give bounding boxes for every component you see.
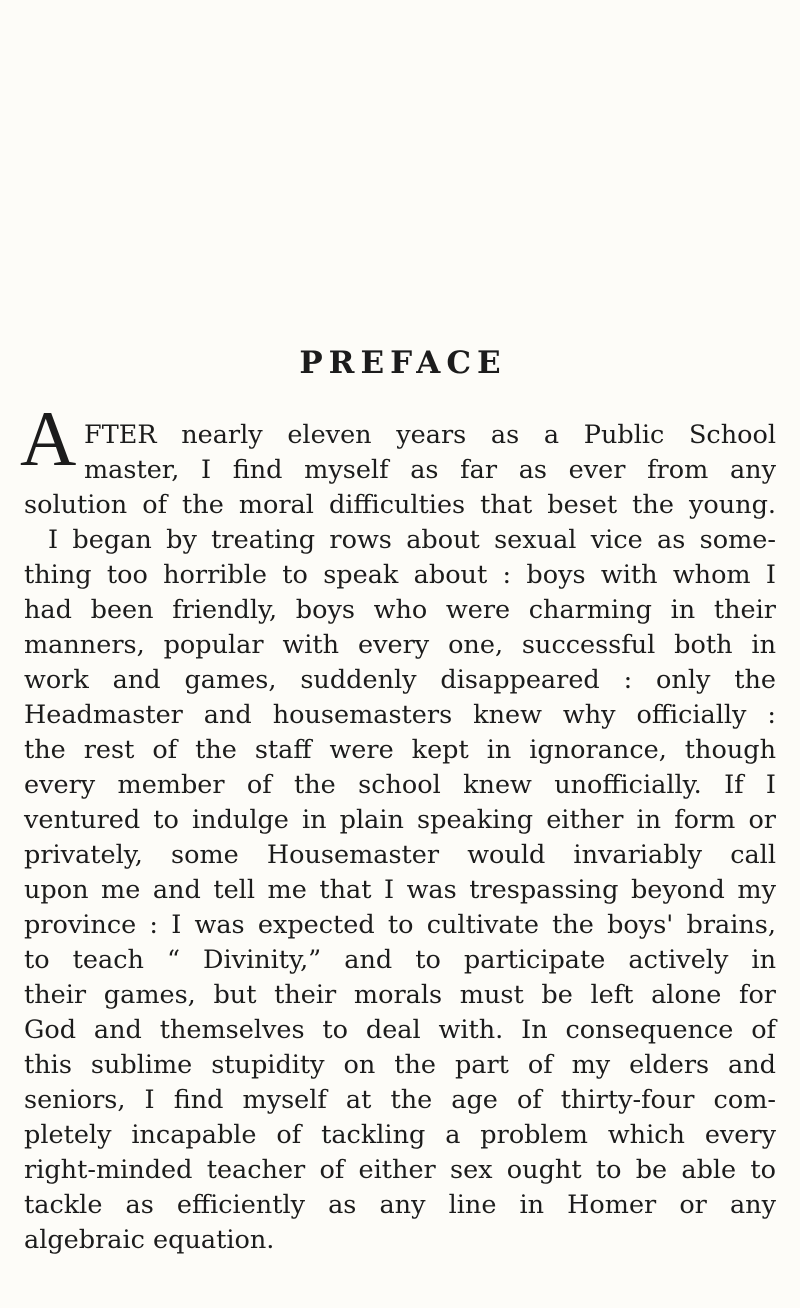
text-line: algebraic equation. <box>24 1225 275 1255</box>
text-line: seniors, I find myself at the age of thirty-four com- <box>24 1085 776 1115</box>
text-line: God and themselves to deal with. In consequence of <box>24 1015 776 1045</box>
text-line: FTER nearly eleven years as a Public School <box>84 420 776 450</box>
text-line: had been friendly, boys who were charming in their <box>24 595 776 625</box>
text-line: master, I find myself as far as ever from any <box>84 455 776 485</box>
page-title: PREFACE <box>299 345 507 381</box>
text-line: the rest of the staff were kept in ignorance, though <box>24 735 776 765</box>
text-line: thing too horrible to speak about : boys with whom I <box>24 560 776 590</box>
drop-capital: A <box>20 395 77 482</box>
text-line: this sublime stupidity on the part of my elders and <box>24 1050 776 1080</box>
text-line: work and games, suddenly disappeared : only the <box>24 665 776 695</box>
text-line: I began by treating rows about sexual vice as some- <box>48 525 776 555</box>
text-line: upon me and tell me that I was trespassing beyond my <box>24 875 776 905</box>
text-line: to teach “ Divinity,” and to participate actively in <box>24 945 776 975</box>
text-line: tackle as efficiently as any line in Homer or any <box>24 1190 776 1220</box>
text-line: province : I was expected to cultivate the boys' brains, <box>24 910 776 940</box>
text-line: pletely incapable of tackling a problem which every <box>24 1120 776 1150</box>
text-line: solution of the moral difficulties that beset the young. <box>24 490 776 520</box>
text-line: right-minded teacher of either sex ought to be able to <box>24 1155 776 1185</box>
text-line: every member of the school knew unofficially. If I <box>24 770 776 800</box>
text-line: manners, popular with every one, successful both in <box>24 630 776 660</box>
text-line: ventured to indulge in plain speaking either in form or <box>24 805 776 835</box>
text-line: Headmaster and housemasters knew why officially : <box>24 700 776 730</box>
text-line: privately, some Housemaster would invariably call <box>24 840 776 870</box>
text-line: their games, but their morals must be left alone for <box>24 980 776 1010</box>
